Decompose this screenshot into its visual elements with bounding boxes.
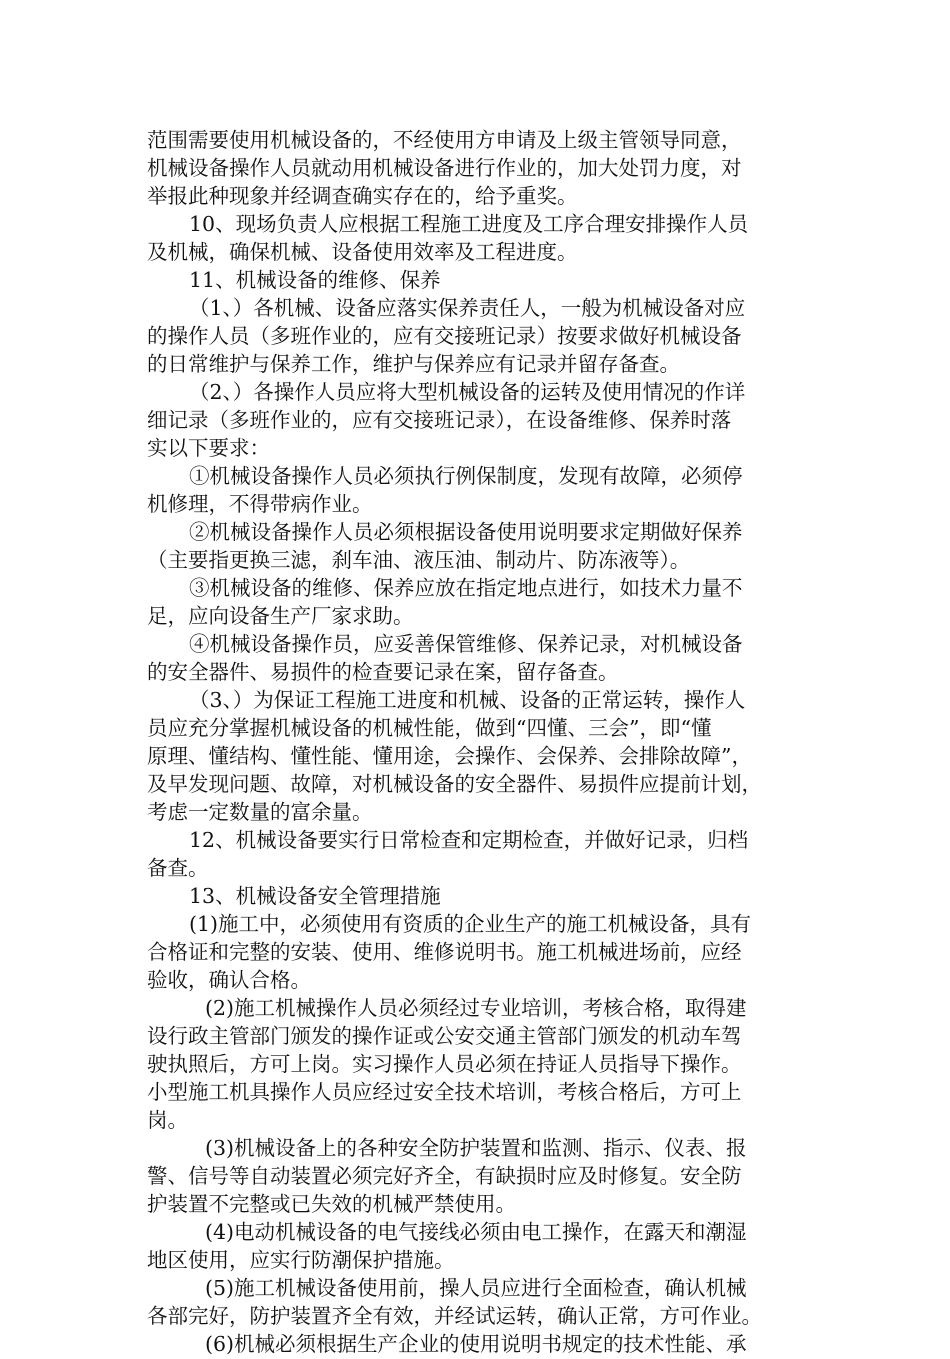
text-line: (5)施工机械设备使用前，操人员应进行全面检查，确认机械 <box>205 1276 747 1300</box>
text-line: (1)施工中，必须使用有资质的企业生产的施工机械设备，具有 <box>189 912 752 936</box>
text-line: 设行政主管部门颁发的操作证或公安交通主管部门颁发的机动车驾 <box>147 1024 742 1048</box>
text-line: 警、信号等自动装置必须完好齐全，有缺损时应及时修复。安全防 <box>147 1164 742 1188</box>
text-line: 细记录（多班作业的，应有交接班记录），在设备维修、保养时落 <box>147 408 732 432</box>
text-line: 及早发现问题、故障，对机械设备的安全器件、易损件应提前计划， <box>147 772 762 796</box>
text-line: 小型施工机具操作人员应经过安全技术培训，考核合格后，方可上 <box>147 1080 742 1104</box>
text-line: 考虑一定数量的富余量。 <box>147 800 373 824</box>
text-line: 原理、懂结构、懂性能、懂用途，会操作、会保养、会排除故障”， <box>147 744 752 768</box>
text-line: 各部完好，防护装置齐全有效，并经试运转，确认正常，方可作业。 <box>147 1304 762 1328</box>
text-line: 岗。 <box>147 1108 188 1132</box>
text-line: 员应充分掌握机械设备的机械性能，做到“四懂、三会”，即“懂 <box>147 716 712 740</box>
text-line: 备查。 <box>147 856 209 880</box>
text-line: (6)机械必须根据生产企业的使用说明书规定的技术性能、承 <box>205 1332 747 1356</box>
text-line: 地区使用，应实行防潮保护措施。 <box>147 1248 455 1272</box>
text-line: 12、机械设备要实行日常检查和定期检查，并做好记录，归档 <box>189 828 749 852</box>
text-line: （2、）各操作人员应将大型机械设备的运转及使用情况的作详 <box>189 380 746 404</box>
section-heading: 13、机械设备安全管理措施 <box>189 884 441 908</box>
text-line: 的安全器件、易损件的检查要记录在案，留存备查。 <box>147 660 619 684</box>
text-line: ①机械设备操作人员必须执行例保制度，发现有故障，必须停 <box>189 464 743 488</box>
text-line: （主要指更换三滤，刹车油、液压油、制动片、防冻液等）。 <box>147 548 691 572</box>
text-line: 的日常维护与保养工作，维护与保养应有记录并留存备查。 <box>147 352 680 376</box>
section-heading: 11、机械设备的维修、保养 <box>189 268 441 292</box>
text-line: 的操作人员（多班作业的，应有交接班记录）按要求做好机械设备 <box>147 324 742 348</box>
text-line: 合格证和完整的安装、使用、维修说明书。施工机械进场前，应经 <box>147 940 742 964</box>
text-line: （3、）为保证工程施工进度和机械、设备的正常运转，操作人 <box>189 688 746 712</box>
text-line: (4)电动机械设备的电气接线必须由电工操作，在露天和潮湿 <box>205 1220 747 1244</box>
text-line: 机械设备操作人员就动用机械设备进行作业的，加大处罚力度，对 <box>147 156 742 180</box>
text-line: (3)机械设备上的各种安全防护装置和监测、指示、仪表、报 <box>205 1136 747 1160</box>
text-line: 护装置不完整或已失效的机械严禁使用。 <box>147 1192 516 1216</box>
text-line: 实以下要求： <box>147 436 270 460</box>
text-line: 10、现场负责人应根据工程施工进度及工序合理安排操作人员 <box>189 212 749 236</box>
text-line: （1、）各机械、设备应落实保养责任人，一般为机械设备对应 <box>189 296 746 320</box>
text-line: ④机械设备操作员，应妥善保管维修、保养记录，对机械设备 <box>189 632 743 656</box>
text-line: (2)施工机械操作人员必须经过专业培训，考核合格，取得建 <box>205 996 747 1020</box>
text-line: 及机械，确保机械、设备使用效率及工程进度。 <box>147 240 578 264</box>
text-line: 举报此种现象并经调查确实存在的，给予重奖。 <box>147 184 578 208</box>
text-line: ③机械设备的维修、保养应放在指定地点进行，如技术力量不 <box>189 576 743 600</box>
text-line: 驶执照后，方可上岗。实习操作人员必须在持证人员指导下操作。 <box>147 1052 742 1076</box>
text-line: 机修理，不得带病作业。 <box>147 492 373 516</box>
text-line: 验收，确认合格。 <box>147 968 311 992</box>
text-line: ②机械设备操作人员必须根据设备使用说明要求定期做好保养 <box>189 520 743 544</box>
text-line: 足，应向设备生产厂家求助。 <box>147 604 414 628</box>
text-line: 范围需要使用机械设备的，不经使用方申请及上级主管领导同意， <box>147 128 742 152</box>
